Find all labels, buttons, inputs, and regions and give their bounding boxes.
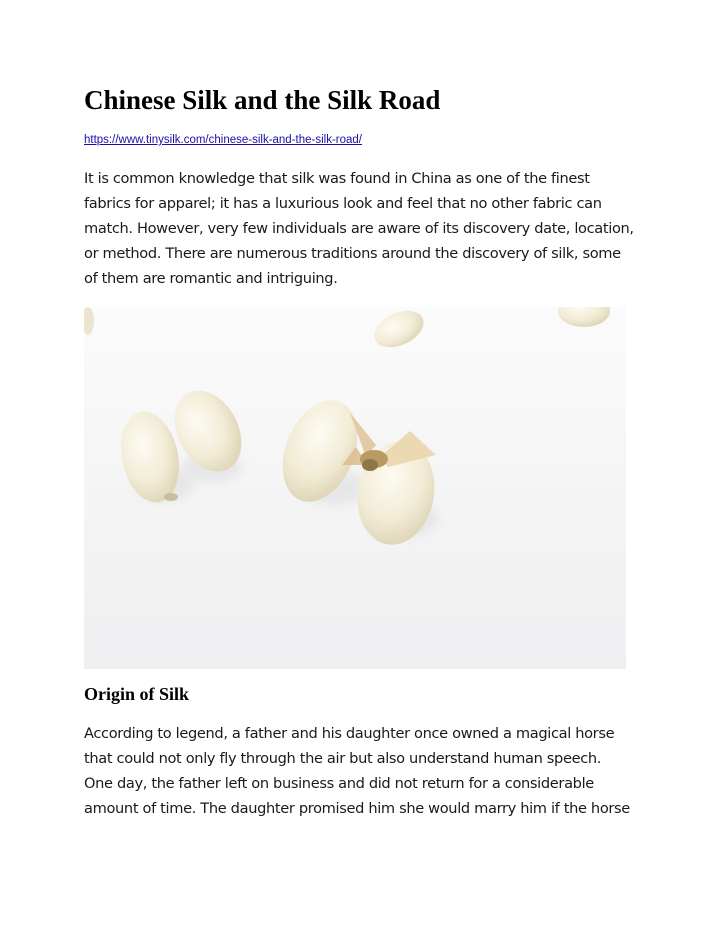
source-link[interactable]: https://www.tinysilk.com/chinese-silk-and-the-silk-road/ (84, 134, 363, 146)
cocoon-opening (164, 493, 178, 501)
intro-line: fabrics for apparel; it has a luxurious look and feel that no other fabric can (84, 195, 602, 212)
intro-line: match. However, very few individuals are aware of its discovery date, location, (84, 220, 634, 237)
silk-cocoons-photo (84, 307, 626, 669)
silk-cocoon (84, 307, 94, 335)
intro-line: It is common knowledge that silk was found in China as one of the finest (84, 170, 590, 187)
section-heading: Origin of Silk (84, 684, 190, 704)
silk-cocoon (369, 307, 430, 354)
intro-line: or method. There are numerous traditions around the discovery of silk, some (84, 245, 621, 262)
origin-paragraph (84, 721, 639, 821)
origin-line: that could not only fly through the air but also understand human speech. (84, 750, 602, 767)
intro-line: of them are romantic and intriguing. (84, 270, 338, 287)
origin-line: amount of time. The daughter promised him she would marry him if the horse (84, 800, 630, 817)
origin-line: According to legend, a father and his daughter once owned a magical horse (84, 725, 615, 742)
page-title: Chinese Silk and the Silk Road (84, 85, 441, 115)
cocoons-illustration (84, 307, 626, 669)
origin-line: One day, the father left on business and did not return for a considerable (84, 775, 594, 792)
silk-cocoon (558, 307, 610, 327)
intro-paragraph (84, 166, 639, 291)
